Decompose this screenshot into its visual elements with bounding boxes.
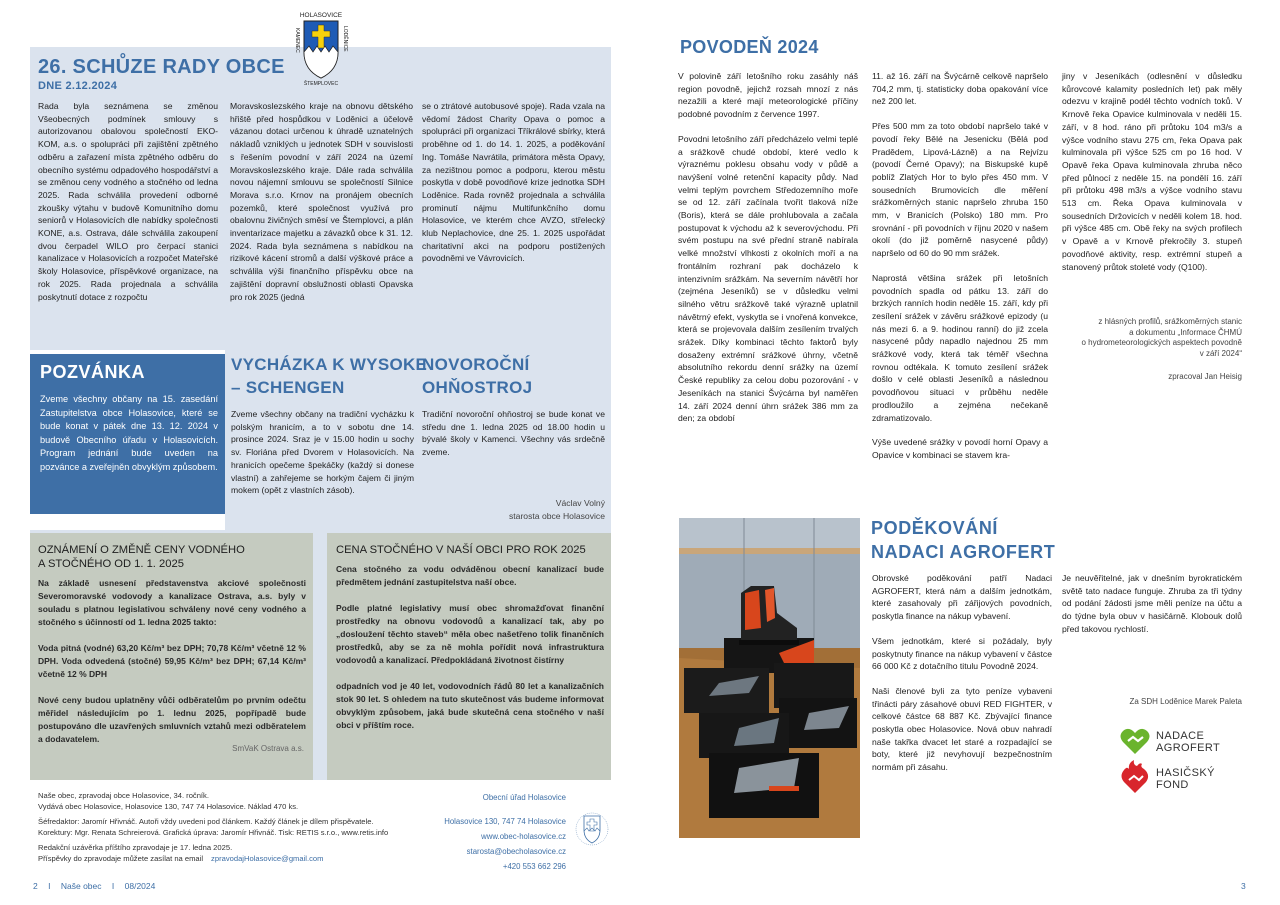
boots-photo <box>679 518 860 838</box>
pozvanka-text: Zveme všechny občany na 15. zasedání Zastupitelstva obce Holasovice, které se bude konat v pátek dne 13. 12. 2024 v budově Obecního úřadu v Holasovicích. Program jednání bude uveden na pozvánce a zveřejněn obvyklým způsobem. <box>40 394 218 472</box>
oznameni-title <box>38 543 308 571</box>
pozvanka-title: POZVÁNKA <box>40 362 146 382</box>
logo-ring-bottom: ŠTEMPLOVEC <box>303 81 339 86</box>
vychazka-title-line1: VYCHÁZKA K WYSOKE <box>231 355 428 374</box>
vychazka-title <box>231 353 427 399</box>
podekovani-paragraph: Je neuvěřitelné, jak v dnešním byrokratickém světě tato nadace funguje. Zhruba za tři týdny od podání žádosti jsme měli peníze na účtu a do týdne byla obuv v hasičárně. Klobouk dolů před takovou rychlostí. <box>1062 573 1242 634</box>
coat-of-arms-logo <box>282 8 360 86</box>
imprint <box>38 790 398 868</box>
ohnostroj-text: Tradiční novoroční ohňostroj se bude konat ve středu dne 1. ledna 2025 od 18.00 hodin u bývalé školy v Kamenci. Všechny vás srdečně zveme. <box>422 409 605 458</box>
oznameni-paragraph: Na základě usnesení představenstva akciové společnosti Severomoravské vodovody a kanalizace Ostrava, a.s. byly v souladu s platnou legislativou schváleny nové ceny vodného a stočného s účinností od 1. ledna 2025 takto: <box>38 578 306 627</box>
oznameni-paragraph: Nové ceny budou uplatněny vůči odběratelům po prvním odečtu měřidel následujícím po 1. lednu 2025, popřípadě bude postupováno dle uzavřených smluvních vztahů mezi odběratelem a dodavatelem. <box>38 695 306 744</box>
folio-right: 3 <box>1241 881 1246 891</box>
folio-separator: I <box>48 881 51 891</box>
vychazka-title-line2: – SCHENGEN <box>231 378 345 397</box>
rada-column-3: se o ztrátové autobusové spoje). Rada vzala na vědomí žádost Charity Opava o pomoc a spolupráci při organizaci Tříkrálové sbírky, která proběhne od 1. do 14. 1. 2025, a poděkování Ing. Tomáše Navrátila, primátora města Opavy, za nezištnou pomoc a podporu, kterou městu poskytla v době povodňové krize jednotka SDH Loděnice. Rada rovněž projednala a schválila prominutí nájmu Multifunkčního domu Holasovice, ve kterém chce AVZO, střelecký klub Neplachovice, dne 25. 1. 2025 uspořádat charitativní akci na podporu postižených povodněmi ve Vávrovicích. <box>422 101 605 264</box>
logo-ring-right: LODĚNICE <box>342 26 348 52</box>
folio-left <box>33 881 163 891</box>
cena-paragraph: odpadních vod je 40 let, vodovodních řádů 80 let a kanalizačních stok 90 let. S ohledem na tuto skutečnost vás budeme informovat obvyklým způsobem, jaká bude skutečná cena stočného v naší obci v příštím roce. <box>336 681 604 730</box>
vychazka-text: Zveme všechny občany na tradiční vycházku k polským hranicím, a to v sobotu dne 14. prosince 2024. Sraz je v 15.00 hodin u sochy sv. Floriána před Dvorem v Holasovicích. Na hranicích opečeme špekáčky (každý si donese vlastní) a zahřejeme se horkým čajem či jiným mokem (opět z vlastních zásob). <box>231 409 414 496</box>
imprint-line: Příspěvky do zpravodaje můžete zasílat na email <box>38 854 204 863</box>
office-web-link[interactable]: www.obec-holasovice.cz <box>481 832 566 841</box>
rada-date: DNE 2.12.2024 <box>38 80 118 92</box>
source-line: z hlásných profilů, srážkoměrných stanic <box>1098 317 1242 326</box>
source-line: v září 2024“ <box>1199 348 1242 358</box>
cena-paragraph: Cena stočného za vodu odváděnou obecní kanalizací bude předmětem jednání zastupitelstva naší obce. <box>336 564 604 587</box>
imprint-line: Korektury: Mgr. Renata Schreierová. Grafická úprava: Jaromír Hřivnáč. Tisk: RETIS s.r.o., www.retis.info <box>38 828 389 837</box>
podekovani-author: Za SDH Loděnice Marek Paleta <box>1129 697 1242 706</box>
povoden-paragraph: jiny v Jeseníkách (odlesnění v důsledku kůrovcové kalamity posledních let) pak měly odezvu v krajině podél těchto vodních toků. V Krnově řeka Opavice kulminovala v neděli 15. září, v 8 hod. ráno při průtoku 104 m3/s a výšce vodního stavu 275 cm, řeka Opava pak kulminovala při výšce 525 cm po 16 hod. V Opavě řeka Opava kulminovala zhruba něco před půlnocí z neděle 15. na pondělí 16. září při průtoku 498 m3/s a výšce vodního stavu 513 cm. Řeka Opava kulminovala v sousedních Držovicích v neděli kolem 18. hod. při výšce 485 cm. Obě řeky na svých profilech v Opavě a v Krnově překročily 3. stupeň povodňové aktivity, resp. extrémní stupeň a stanovený průtok stoleté vody (Q100). <box>1062 71 1242 272</box>
office-phone: +420 553 662 296 <box>502 862 566 871</box>
ohnostroj-title-line1: NOVOROČNÍ <box>422 355 530 374</box>
povoden-column-2 <box>872 70 1048 474</box>
signature-role: starosta obce Holasovice <box>508 511 605 521</box>
page-number: 2 <box>33 881 38 891</box>
office-name: Obecní úřad Holasovice <box>482 793 566 802</box>
cena-text <box>336 563 604 745</box>
podekovani-paragraph: Naši členové byli za tyto peníze vybaveni třinácti páry zásahové obuvi RED FIGHTER, v celkové částce 68 887 Kč. Zbývající finance poskytla obec Holasovice. Nová obuv nahradí naše takřka dvacet let staré a rozpadající se boty, které již nevyhovují bezpečnostním normám při zásahu. <box>872 685 1052 773</box>
povoden-author: zpracoval Jan Heisig <box>1168 372 1242 381</box>
podekovani-column-2 <box>1062 572 1242 648</box>
logo-text-line: HASIČSKÝ <box>1156 767 1215 779</box>
rada-title: 26. SCHŮZE RADY OBCE <box>38 56 285 78</box>
oznameni-prices: Voda pitná (vodné) 63,20 Kč/m³ bez DPH; 70,78 Kč/m³ včetně 12 % DPH. Voda odvedená (stočné) 59,95 Kč/m³ bez DPH; 67,14 Kč/m³ včetně 12 % DPH <box>38 643 306 679</box>
logo-text-line: AGROFERT <box>1156 742 1221 754</box>
podekovani-title-line2: NADACI AGROFERT <box>871 542 1056 562</box>
cena-title: CENA STOČNÉHO V NAŠÍ OBCI PRO ROK 2025 <box>336 544 586 556</box>
podekovani-title <box>871 516 1055 564</box>
nadace-agrofert-logo <box>1120 727 1230 755</box>
logo-ring-left: KAMENEC <box>294 28 300 53</box>
povoden-source <box>1060 317 1242 359</box>
ohnostroj-title-line2: OHŇOSTROJ <box>422 378 533 397</box>
povoden-paragraph: Výše uvedené srážky v povodí horní Opavy a Opavice v kombinaci se stavem kra- <box>872 437 1048 460</box>
oznameni-source: SmVaK Ostrava a.s. <box>232 744 304 753</box>
logo-text-line: NADACE <box>1156 730 1205 742</box>
source-line: a dokumentu „Informace ČHMÚ <box>1129 327 1242 337</box>
rada-column-1: Rada byla seznámena se změnou Všeobecných podmínek smlouvy s autorizovanou obalovou společností EKO-KOM, a.s. o spolupráci při zajištění zpětného odběru a zařazení místa zpětného odběru do obecního systému odpadového hospodářství a se změnou ceny vodného a stočného od ledna 2025. Rada schválila provedení odborné zkoušky výtahu v budově Komunitního domu seniorů v Holasovicích dle nabídky společnosti KONE, a.s. Ostrava, dále schválila zakoupení dvou čerpadel WILO pro čerpací stanici kanalizace v Holasovicích a rozpočet Mateřské školy Holasovice, příspěvkové organizace, na rok 2025. Rada projednala a schválila poskytnutí dotace z rozpočtu <box>38 101 218 302</box>
povoden-paragraph: 11. až 16. září na Švýcárně celkově napršelo 704,2 mm, tj. statisticky doba opakování více než 200 let. <box>872 71 1048 107</box>
povoden-column-1 <box>678 70 858 437</box>
cena-paragraph: Podle platné legislativy musí obec shromažďovat finanční prostředky na obnovu vodovodů a kanalizací tak, aby po „dosloužení těchto staveb“ měla obec našetřeno tolik finančních prostředků, aby se za ně mohla pořídit nová infrastruktura vodovodů a kanalizací. Předpokládaná životnost čistírny <box>336 603 604 665</box>
hasicsky-fond-logo <box>1120 760 1230 794</box>
signature-name: Václav Volný <box>555 498 605 508</box>
oznameni-text <box>38 577 306 759</box>
flame-heart-icon <box>1120 760 1150 794</box>
folio-separator: I <box>111 881 115 891</box>
logo-text-line: FOND <box>1156 779 1189 791</box>
ohnostroj-title <box>422 353 532 399</box>
povoden-paragraph: V polovině září letošního roku zasáhly náš region povodně, jejichž rozsah mnozí z nás nezažili a které mají meteorologické příčiny podobné povodním z července 1997. <box>678 71 858 120</box>
podekovani-paragraph: Obrovské poděkování patří Nadaci AGROFERT, která nám a dalším jednotkám, které zasahovaly při zářijových povodních, poskytla finance na nákup vybavení. <box>872 573 1052 622</box>
office-address: Holasovice 130, 747 74 Holasovice <box>444 817 566 826</box>
oznameni-title-line1: OZNÁMENÍ O ZMĚNĚ CENY VODNÉHO <box>38 544 245 556</box>
podekovani-column-1 <box>872 572 1052 786</box>
publication-name: Naše obec <box>60 881 102 891</box>
office-email-link[interactable]: starosta@obecholasovice.cz <box>466 847 566 856</box>
office-contact <box>400 792 566 876</box>
povoden-title: POVODEŇ 2024 <box>680 37 819 57</box>
imprint-line: Vydává obec Holasovice, Holasovice 130, 747 74 Holasovice. Náklad 470 ks. <box>38 802 299 811</box>
podekovani-paragraph: Všem jednotkám, které si požádaly, byly poskytnuty finance na nákup vybavení v částce 66 000 Kč z dotačního titulu Povodně 2024. <box>872 635 1052 672</box>
povoden-paragraph: Povodni letošního září předcházelo velmi teplé a srážkově chudé období, které vedlo k výraznému poklesu obsahu vody v půdě a navýšení volné retenční kapacity půdy. Nad velmi teplým povrchem Středozemního moře se od 12. září začínala tvořit tlaková níže (Boris), která se dále prohlubovala a začala postupovat k východu až k severovýchodu. Při svém postupu na své přední straně nabírala velké množství vlhkosti z okolních moří a na frontálním rozhraní pak docházelo k intenzivním srážkám. Na severním návětří hor (zejména Jeseníků) se v důsledku velmi silného větru srážkově také výrazně uplatnil návětrný efekt, vyskytla se i vnořená konvekce, která se projevovala dalším zesílením trvalých srážek. Díky kombinaci těchto faktorů byly dosaženy extrémní srážkové úhrny, včetně absolutního rekordu denní srážky na území České republiky za celou dobu pozorování - v Jeseníkách na stanici Švýcárna byl naměřen 14. září 2024 denní úhrn srážek 386 mm za den; za období <box>678 133 858 424</box>
povoden-paragraph: Naprostá většina srážek při letošních povodních spadla od pátku 13. září do brzkých ranních hodin neděle 15. září, kdy při zesílení srážek v závěru srážkové epizody (u nás mezi 6. a 9. hodinou ranní) do již zcela nasycené půdy napadlo najednou 25 mm srážkové vody, která tak téměř všechna rovnou odtékala. K tomuto zesílení srážek došlo v celé oblasti Jeseníků a následnou povodňovou situaci v průběhu neděle prodloužilo a zejména nečekaně zdramatizovalo. <box>872 272 1048 423</box>
logo-top-text: HOLASOVICE <box>299 12 343 19</box>
imprint-line: Redakční uzávěrka příštího zpravodaje je 17. ledna 2025. <box>38 843 233 852</box>
mini-coat-of-arms-icon <box>574 810 610 846</box>
mayor-signature <box>422 497 605 523</box>
source-line: o hydrometeorologických aspektech povodně <box>1081 338 1242 347</box>
issue-number: 08/2024 <box>124 881 156 891</box>
podekovani-title-line1: PODĚKOVÁNÍ <box>871 518 999 538</box>
oznameni-title-line2: A STOČNÉHO OD 1. 1. 2025 <box>38 558 184 570</box>
povoden-paragraph: Přes 500 mm za toto období napršelo také v povodí řeky Bělé na Jesenicku (Bělá pod Pradědem, Lipová-Lázně) a na Rejvízu (povodí Černé Opavy); na Biskupské kupě poblíž Zlatých Hor to bylo přes 450 mm. V sousedních Brumovicích dle měření srážkoměrných stanic napršelo zhruba 150 mm, v Branicích (Polsko) 180 mm. Pro srovnání - při povodních v říjnu 2020 v našem okolí (do již poměrně nasycené půdy) napršelo od 60 do 90 mm srážek. <box>872 121 1048 259</box>
povoden-column-3 <box>1062 70 1242 285</box>
imprint-line: Šéfredaktor: Jaromír Hřivnáč. Autoři vždy uvedeni pod článkem. Každý článek je dílem přispěvatele. <box>38 817 374 826</box>
imprint-line: Naše obec, zpravodaj obce Holasovice, 34. ročník. <box>38 791 209 800</box>
rada-column-2: Moravskoslezského kraje na obnovu dětského hřiště před hospůdkou v Loděnici a účelově vázanou dotaci určenou k úhradě uznatelných nákladů vzniklých u jednotek SDH v souvislosti s řešením povodní v září 2024 na území Moravskoslezského kraje. Dále rada schválila novou nájemní smlouvu se společností Silnice Morava s.r.o. Krnov na pronájem obecních pozemků, které společnost využívá pro obalovnu živičných směsí ve Štemplovci, a plán inventarizace majetku a závazků obce k 31. 12. 2024. Rada byla seznámena s nabídkou na rizikové kácení stromů a další výškové práce a schválila výši finančního příspěvku obce na zajištění dopravní obslužnosti oblasti Opavska pro rok 2025 (jedná <box>230 101 413 302</box>
green-heart-icon <box>1120 727 1150 755</box>
imprint-email-link[interactable]: zpravodajHolasovice@gmail.com <box>211 854 324 863</box>
